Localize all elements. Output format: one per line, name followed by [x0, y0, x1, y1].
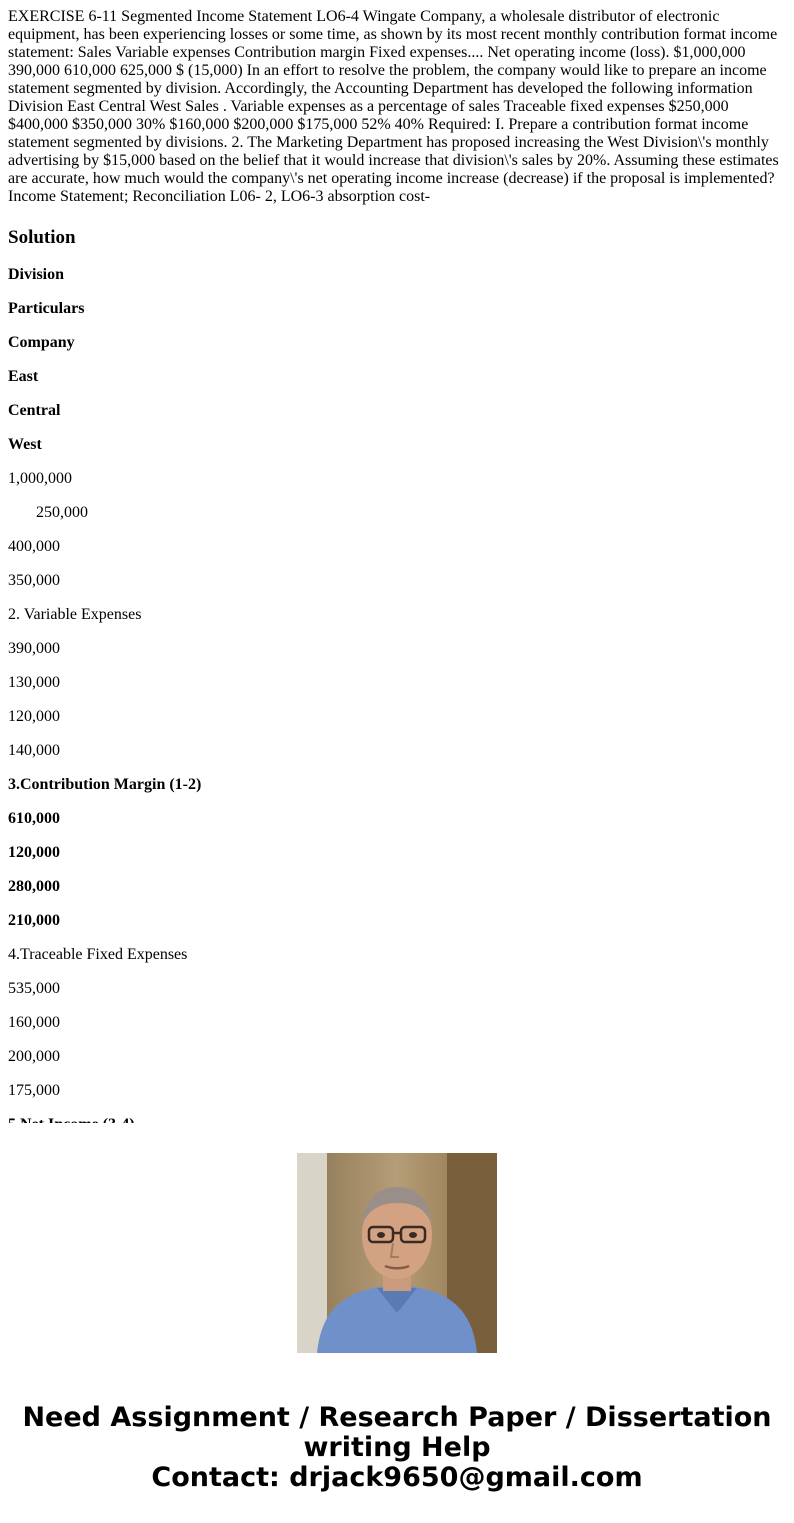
promo-footer — [0, 1123, 794, 1523]
solution-line: 535,000 — [8, 980, 60, 997]
solution-line: 610,000 — [8, 810, 60, 827]
person-portrait-icon — [297, 1153, 497, 1353]
solution-line: 120,000 — [8, 708, 60, 725]
solution-line: 2. Variable Expenses — [8, 606, 142, 623]
solution-heading: Solution — [8, 227, 76, 248]
solution-line: 120,000 — [8, 844, 60, 861]
cta-line-2: writing Help — [303, 1432, 491, 1463]
solution-line: 350,000 — [8, 572, 60, 589]
solution-line: 200,000 — [8, 1048, 60, 1065]
solution-line: East — [8, 368, 39, 385]
solution-line: 140,000 — [8, 742, 60, 759]
problem-text: EXERCISE 6-11 Segmented Income Statement LO6-4 Wingate Company, a wholesale distributor of electronic equipment, has been experiencing losses or some time, as shown by its most recent monthly contribution format income statement: Sales Variable expenses Contribution margin Fixed expenses.... Net operating income (loss). $1,000,000 390,000 610,000 625,000 $ (15,000) In an effort to resolve the problem, the company would like to prepare an income statement segmented by division. Accordingly, the Accounting Department has developed the following information Division East Central West Sales . Variable expenses as a percentage of sales Traceable fixed expenses $250,000 $400,000 $350,000 30% $160,000 $200,000 $175,000 52% 40% Required: I. Prepare a contribution format income statement segmented by divisions. 2. The Marketing Department has proposed increasing the West Division\'s monthly advertising by $15,000 based on the belief that it would increase that division\'s sales by 20%. Assuming these estimates are accurate, how much would the company\'s net operating income increase (decrease) if the proposal is implemented? Income Statement; Reconciliation L06- 2, LO6-3 absorption cost- — [8, 8, 779, 205]
cta-line-3: Contact: drjack9650@gmail.com — [151, 1462, 643, 1493]
solution-line: 175,000 — [8, 1082, 60, 1099]
cta-line-1: Need Assignment / Research Paper / Dissertation — [22, 1402, 772, 1433]
contact-banner — [0, 1403, 794, 1493]
solution-line: 130,000 — [8, 674, 60, 691]
solution-line: 400,000 — [8, 538, 60, 555]
solution-line: Division — [8, 266, 65, 283]
solution-line: West — [8, 436, 42, 453]
solution-line: 1,000,000 — [8, 470, 72, 487]
solution-line: 250,000 — [36, 504, 88, 521]
solution-line: 4.Traceable Fixed Expenses — [8, 946, 188, 963]
solution-line: 210,000 — [8, 912, 60, 929]
solution-lines — [8, 266, 786, 1134]
solution-line: Company — [8, 334, 75, 351]
solution-line: Central — [8, 402, 61, 419]
solution-line: 160,000 — [8, 1014, 60, 1031]
document-content — [8, 0, 786, 1123]
solution-line: 390,000 — [8, 640, 60, 657]
solution-line: 280,000 — [8, 878, 60, 895]
solution-line: 3.Contribution Margin (1-2) — [8, 776, 202, 793]
solution-line: Particulars — [8, 300, 85, 317]
